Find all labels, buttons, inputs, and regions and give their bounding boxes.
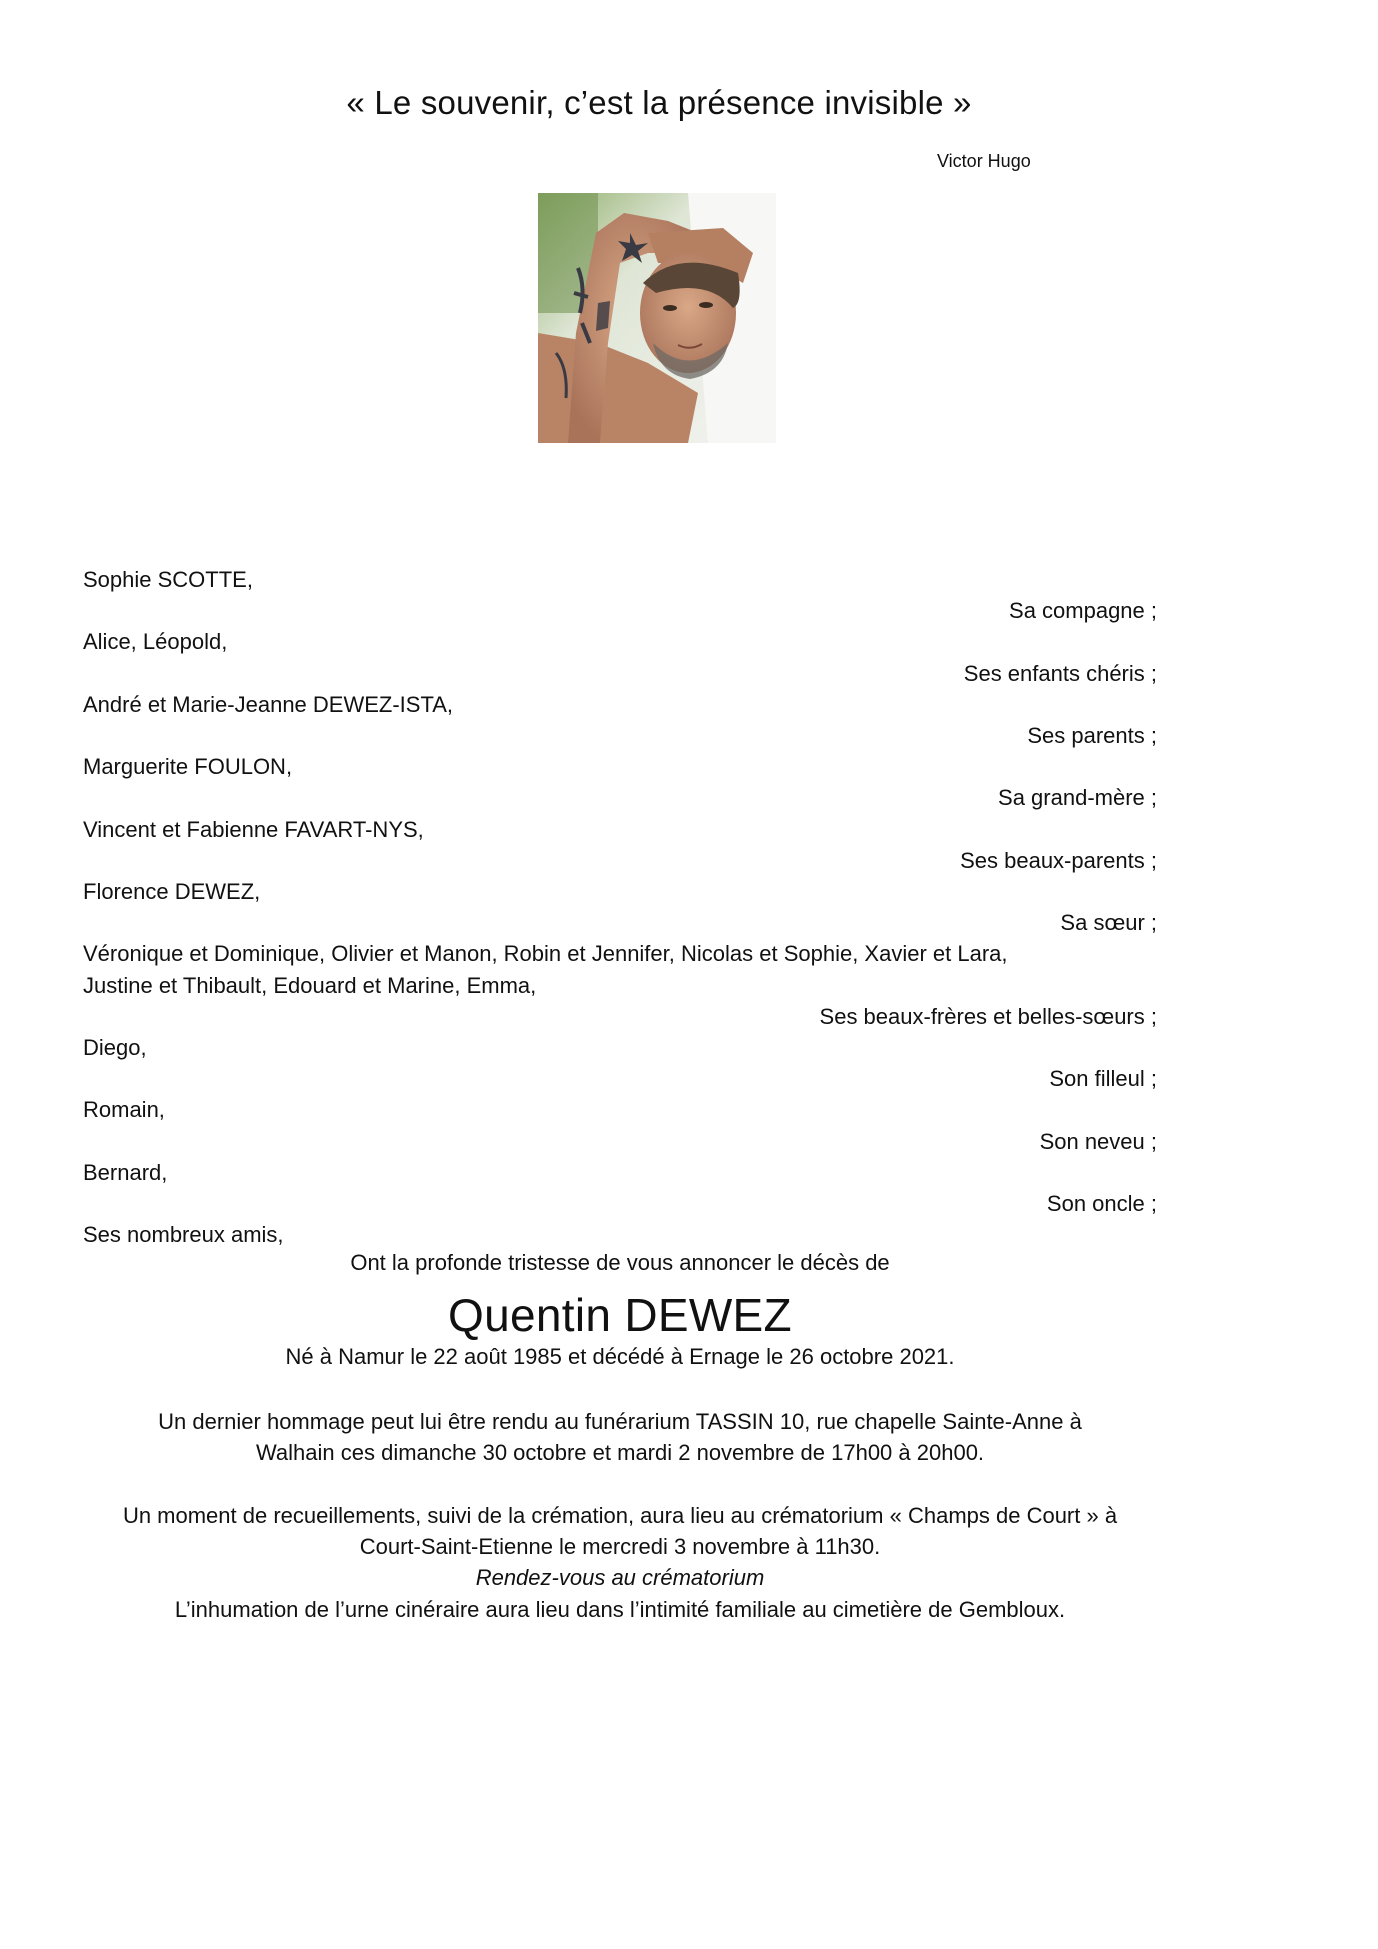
family-names: Florence DEWEZ, [83,879,261,905]
family-role: Sa sœur ; [1060,910,1157,936]
family-names: Justine et Thibault, Edouard et Marine, Emma, [83,972,537,998]
tribute-line: Walhain ces dimanche 30 octobre et mardi 2 novembre de 17h00 à 20h00. [255,1440,985,1466]
tribute-line: Un dernier hommage peut lui être rendu au funérarium TASSIN 10, rue chapelle Sainte-Anne à [158,1409,1082,1434]
portrait-photo [538,193,776,443]
birth-death-dates: Né à Namur le 22 août 1985 et décédé à Ernage le 26 octobre 2021. [285,1344,955,1369]
family-role: Son filleul ; [1049,1066,1157,1092]
family-role: Sa grand-mère ; [998,785,1157,811]
family-names: Bernard, [83,1159,168,1185]
family-role: Son neveu ; [1039,1128,1157,1154]
family-role: Sa compagne ; [1009,598,1157,624]
family-role: Ses beaux-parents ; [960,847,1157,873]
ceremony-line: Un moment de recueillements, suivi de la crémation, aura lieu au crématorium « Champs de Court » à [122,1503,1118,1528]
family-names: Ses nombreux amis, [83,1222,284,1248]
family-names: Vincent et Fabienne FAVART-NYS, [83,816,424,842]
ceremony-line: Court-Saint-Etienne le mercredi 3 novembre à 11h30. [359,1534,881,1560]
family-names: Véronique et Dominique, Olivier et Manon, Robin et Jennifer, Nicolas et Sophie, Xavier et Lara, [83,941,1008,967]
family-role: Ses enfants chéris ; [963,660,1157,686]
ceremony-paragraph [60,1500,1180,1625]
family-names: Marguerite FOULON, [83,754,293,780]
family-names: André et Marie-Jeanne DEWEZ-ISTA, [83,691,454,717]
family-names: Diego, [83,1035,147,1061]
family-names: Romain, [83,1097,165,1123]
quote-author: Victor Hugo [937,151,1031,171]
quote: « Le souvenir, c’est la présence invisible » [346,84,972,121]
announcement: Ont la profonde tristesse de vous annoncer le décès de [350,1250,890,1275]
inhumation-line: L’inhumation de l’urne cinéraire aura lieu dans l’intimité familiale au cimetière de Gembloux. [174,1596,1066,1622]
family-names: Alice, Léopold, [83,629,228,655]
tribute-paragraph [60,1406,1180,1468]
family-names: Sophie SCOTTE, [83,567,253,592]
family-list [83,564,1157,1250]
deceased-name: Quentin DEWEZ [448,1289,792,1341]
ceremony-note: Rendez-vous au crématorium [475,1565,765,1591]
family-role: Ses parents ; [1027,723,1157,749]
family-role: Ses beaux-frères et belles-sœurs ; [819,1003,1157,1029]
family-role: Son oncle ; [1046,1191,1157,1217]
